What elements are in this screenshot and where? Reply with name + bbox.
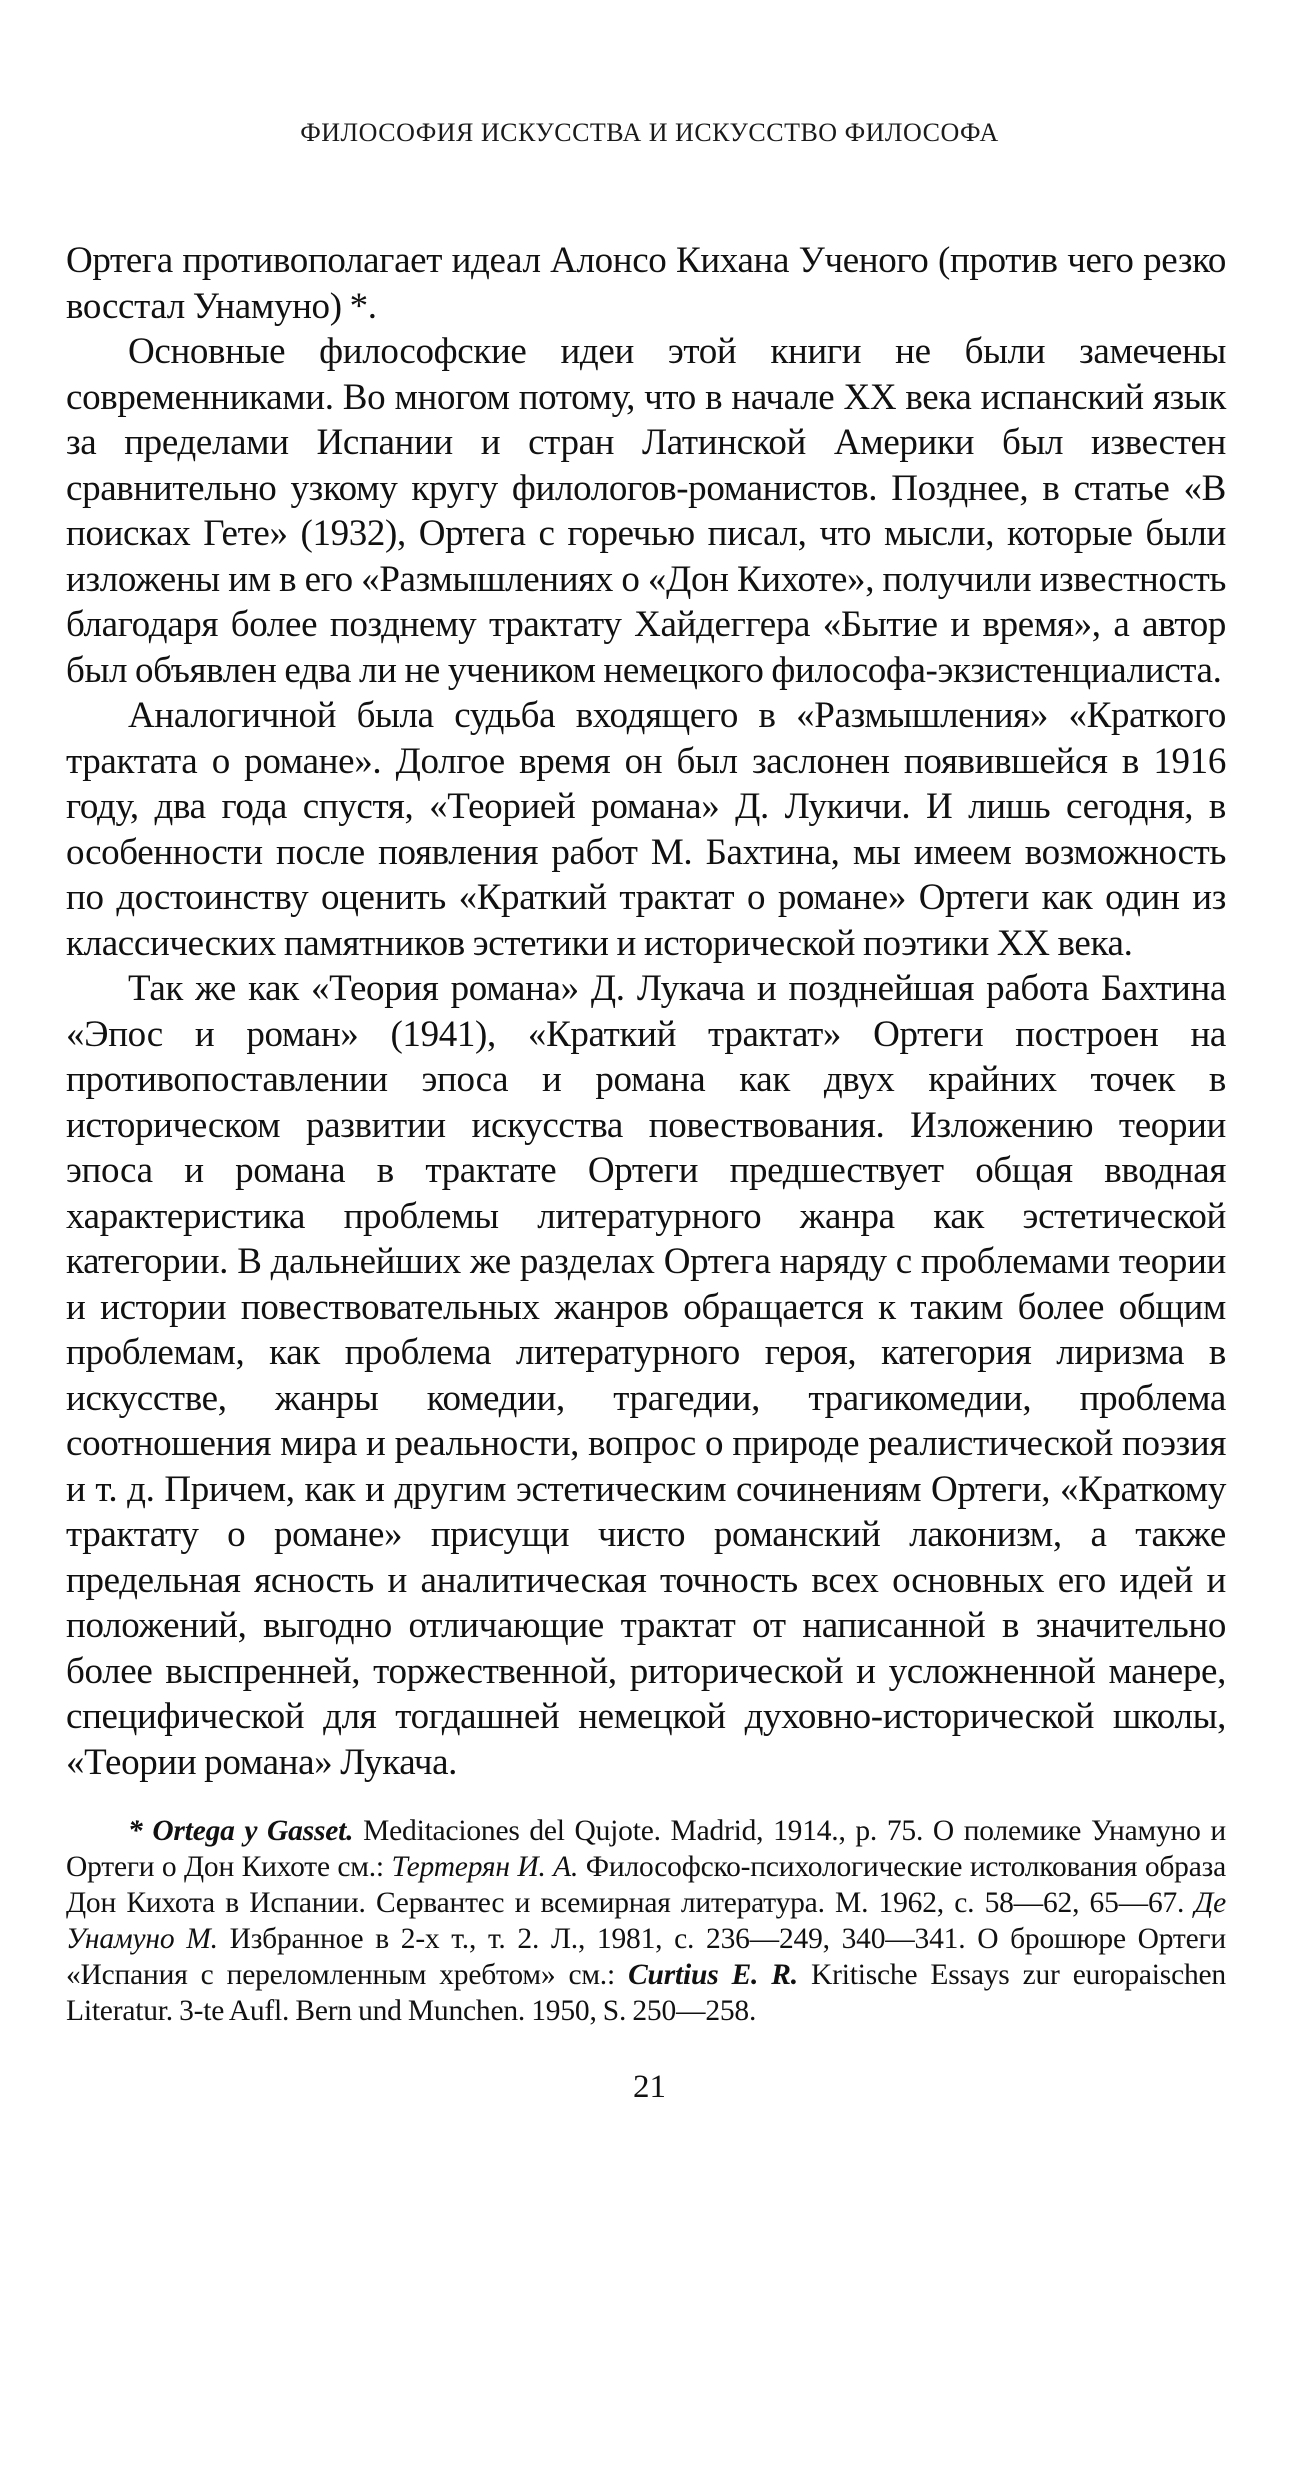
footnote: [66, 1813, 1226, 2029]
footnote-author-unamuno: Де Унамуно М.: [66, 1887, 1226, 1955]
page-number: 21: [633, 2069, 666, 2105]
paragraph-1: Ортега противополагает идеал Алонсо Кихана Ученого (против чего резко восстал Унамуно) *.: [66, 240, 1226, 327]
running-header: ФИЛОСОФИЯ ИСКУССТВА И ИСКУССТВО ФИЛОСОФА: [300, 118, 999, 147]
footnote-author-terteryan: Тертерян И. А.: [391, 1851, 579, 1883]
footnote-paragraph: [66, 1813, 1226, 2029]
footnote-mark: *: [128, 1815, 143, 1847]
paragraph-3: Аналогичной была судьба входящего в «Размышления» «Краткого трактата о романе». Долгое время он был заслонен появившейся в 1916 году, два года спустя, «Теорией романа» Д. Лукичи. И лишь сегодня, в особенности после появления работ М. Бахтина, мы имеем возможность по достоинству оценить «Краткий трактат о романе» Ортеги как один из классических памятников эстетики и исторической поэтики XX века.: [66, 695, 1226, 964]
footnote-text-1: Meditaciones del Qujote. Madrid, 1914., p. 75. О полемике Унамуно и Ортеги о Дон Кихоте см.:: [66, 1815, 1226, 1883]
footnote-text-3: Избранное в 2-х т., т. 2. Л., 1981, с. 236—249, 340—341. О брошюре Ортеги «Испания с переломленным хребтом» см.:: [66, 1923, 1226, 1991]
footnote-text-2: Философско-психологические истолкования образа Дон Кихота в Испании. Сервантес и всемирная литература. М. 1962, с. 58—62, 65—67.: [66, 1851, 1226, 1919]
footnote-author-ortega: Ortega y Gasset.: [152, 1815, 354, 1847]
footnote-author-curtius: Curtius E. R.: [628, 1959, 798, 1991]
footnote-text-4: Kritische Essays zur europaischen Literatur. 3-te Aufl. Bern und Munchen. 1950, S. 250—258.: [66, 1959, 1226, 2027]
main-text: [66, 238, 1226, 1785]
paragraph-2: Основные философские идеи этой книги не были замечены современниками. Во многом потому, что в начале XX века испанский язык за пределами Испании и стран Латинской Америки был известен сравнительно узкому кругу филологов-романистов. Позднее, в статье «В поисках Гете» (1932), Ортега с горечью писал, что мысли, которые были изложены им в его «Размышлениях о «Дон Кихоте», получили известность благодаря более позднему трактату Хайдеггера «Бытие и время», а автор был объявлен едва ли не учеником немецкого философа-экзистенциалиста.: [66, 331, 1226, 691]
paragraph-4: Так же как «Теория романа» Д. Лукача и позднейшая работа Бахтина «Эпос и роман» (1941), «Краткий трактат» Ортеги построен на противопоставлении эпоса и романа как двух крайних точек в историческом развитии искусства повествования. Изложению теории эпоса и романа в трактате Ортеги предшествует общая вводная характеристика проблемы литературного жанра как эстетической категории. В дальнейших же разделах Ортега наряду с проблемами теории и истории повествовательных жанров обращается к таким более общим проблемам, как проблема литературного героя, категория лиризма в искусстве, жанры комедии, трагедии, трагикомедии, проблема соотношения мира и реальности, вопрос о природе реалистической поэзия и т. д. Причем, как и другим эстетическим сочинениям Ортеги, «Краткому трактату о романе» присущи чисто романский лаконизм, а также предельная ясность и аналитическая точность всех основных его идей и положений, выгодно отличающие трактат от написанной в значительно более выспренней, торжественной, риторической и усложненной манере, специфической для тогдашней немецкой духовно-исторической школы, «Теории романа» Лукача.: [66, 968, 1226, 1783]
